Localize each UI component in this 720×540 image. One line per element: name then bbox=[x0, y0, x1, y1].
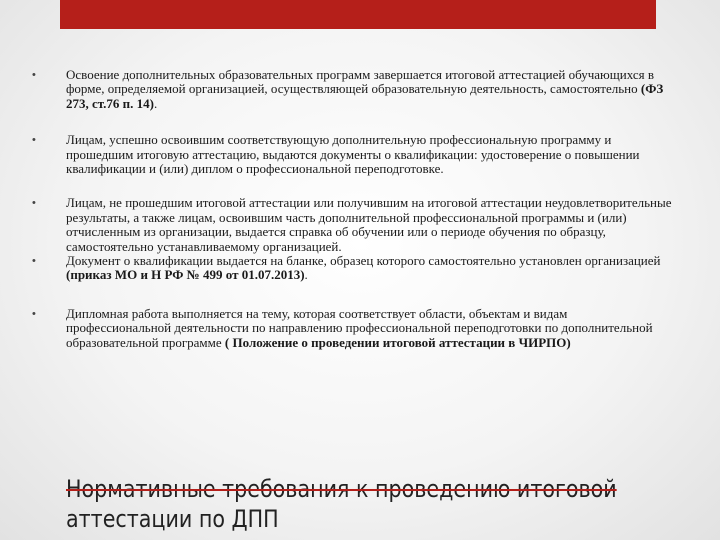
bullet-tail: . bbox=[154, 95, 158, 111]
bullet-icon: • bbox=[32, 255, 36, 268]
bullet-text: Дипломная работа выполняется на тему, которая соответствует области, объектам и видам профессиональной деятельности по направлению профессиональной переподготовки по дополнительной образовательной программе bbox=[66, 305, 653, 350]
bullet-icon: • bbox=[32, 134, 36, 147]
bullet-bold-ref: (приказ МО и Н РФ № 499 от 01.07.2013) bbox=[66, 267, 305, 283]
header-banner bbox=[60, 0, 656, 29]
slide-title-line-2: аттестации по ДПП bbox=[66, 505, 279, 533]
list-item bbox=[32, 133, 672, 176]
bullet-text: Лицам, успешно освоившим соответствующую дополнительную профессиональную программу и прошедшим итоговую аттестацию, выдаются документы о квалификации: удостоверение о повышении квалификации и (или) диплом о профессиональной переподготовке. bbox=[66, 132, 640, 177]
list-item bbox=[32, 68, 672, 111]
bullet-bold-ref: ( Положение о проведении итоговой аттестации в ЧИРПО) bbox=[221, 334, 571, 350]
list-item bbox=[32, 254, 672, 283]
list-item bbox=[32, 307, 672, 350]
bullet-icon: • bbox=[32, 69, 36, 81]
bullet-list bbox=[32, 68, 672, 350]
bullet-icon: • bbox=[32, 307, 36, 320]
bullet-icon: • bbox=[32, 197, 36, 210]
slide-title bbox=[66, 474, 616, 534]
bullet-text: Освоение дополнительных образовательных программ завершается итоговой аттестацией обучающихся в форме, определяемой организацией, осуществляющей образовательную деятельность, самостоятельно bbox=[66, 67, 654, 97]
bullet-bold-ref: (ФЗ 273, ст.76 п. 14) bbox=[66, 81, 664, 111]
bullet-text: Лицам, не прошедшим итоговой аттестации или получившим на итоговой аттестации неудовлетворительные результаты, а также лицам, освоившим часть дополнительной профессиональной программы и (или) отчисленным из организации, выдается справка об обучении или о периоде обучения по образцу, самостоятельно устанавливаемому организацией. bbox=[66, 195, 672, 254]
list-item bbox=[32, 196, 672, 254]
slide-title-line-1: Нормативные требования к проведению итоговой bbox=[66, 475, 617, 503]
bullet-text: Документ о квалификации выдается на бланке, образец которого самостоятельно установлен организацией bbox=[66, 253, 661, 269]
bullet-tail: . bbox=[304, 267, 308, 283]
